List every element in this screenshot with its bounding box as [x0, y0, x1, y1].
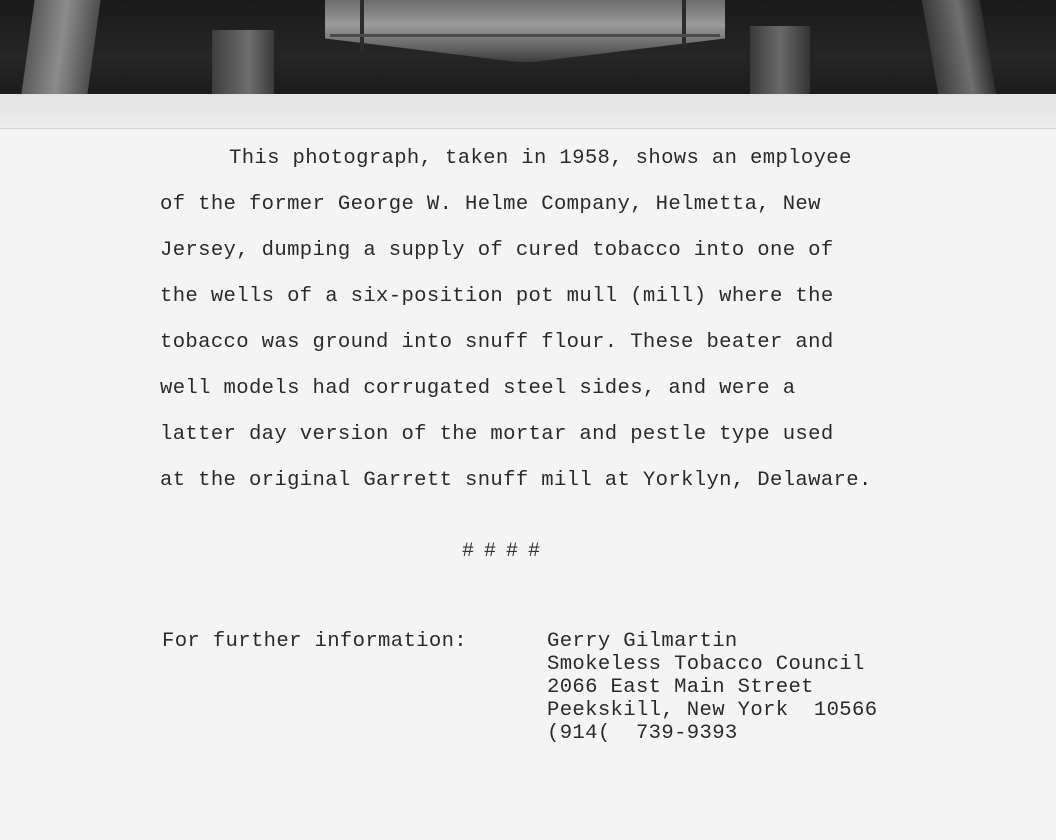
wooden-beam — [212, 30, 274, 94]
paragraph-line: Jersey, dumping a supply of cured tobacco into one of — [160, 239, 834, 262]
end-marks: #### — [462, 540, 551, 563]
contact-name: Gerry Gilmartin — [547, 630, 738, 653]
sheet-edge — [0, 94, 1056, 129]
contact-block — [547, 630, 877, 745]
wooden-beam — [922, 0, 997, 94]
body-paragraph — [160, 136, 950, 504]
contact-city: Peekskill, New York 10566 — [547, 699, 878, 722]
crate-plank — [330, 34, 720, 37]
crate-plank — [682, 0, 686, 48]
paragraph-line: tobacco was ground into snuff flour. These beater and — [160, 331, 834, 354]
paragraph-line: at the original Garrett snuff mill at Yorklyn, Delaware. — [160, 469, 872, 492]
contact-label: For further information: — [162, 630, 467, 653]
wooden-beam — [21, 0, 100, 94]
paragraph-line: of the former George W. Helme Company, Helmetta, New — [160, 193, 821, 216]
paragraph-line: This photograph, taken in 1958, shows an employee — [229, 147, 852, 170]
crate-plank — [360, 0, 364, 52]
paragraph-line: latter day version of the mortar and pestle type used — [160, 423, 834, 446]
paragraph-line: the wells of a six-position pot mull (mill) where the — [160, 285, 834, 308]
wooden-beam — [750, 26, 810, 94]
photo-strip — [0, 0, 1056, 94]
contact-organization: Smokeless Tobacco Council — [547, 653, 865, 676]
paragraph-line: well models had corrugated steel sides, and were a — [160, 377, 796, 400]
contact-phone: (914( 739-9393 — [547, 722, 738, 745]
wooden-crate — [325, 0, 725, 62]
contact-street: 2066 East Main Street — [547, 676, 814, 699]
